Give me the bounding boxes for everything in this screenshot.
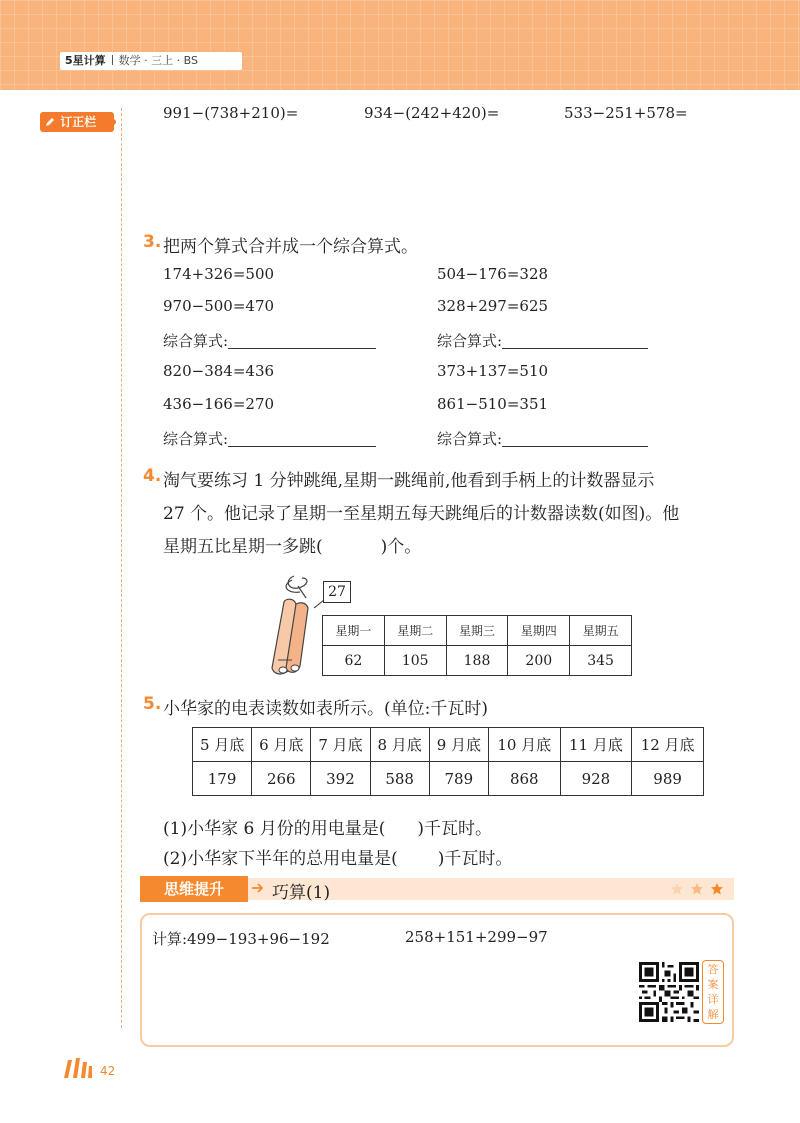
meter-reading: 179 — [193, 762, 252, 796]
correction-text: 订正栏 — [60, 115, 97, 129]
combined-formula-row — [437, 428, 648, 449]
answer-detail-label[interactable] — [702, 960, 724, 1024]
q5-sub-1 — [163, 814, 492, 839]
q4-line-1: 淘气要练习 1 分钟跳绳,星期一跳绳前,他看到手柄上的计数器显示 — [163, 471, 655, 491]
star-icon — [690, 882, 704, 896]
answer-blank[interactable] — [228, 333, 376, 349]
meter-reading: 989 — [632, 762, 704, 796]
thinking-prompt: 计算:499−193+96−192 — [152, 930, 330, 948]
answer-blank[interactable] — [502, 333, 648, 349]
combined-label: 综合算式: — [163, 332, 229, 350]
answer-label-char: 解 — [707, 1008, 719, 1021]
counter-pointer — [312, 598, 326, 610]
q5-sub-1a: (1)小华家 6 月份的用电量是( — [163, 819, 386, 839]
q4-line-3a: 星期五比星期一多跳( — [163, 537, 323, 557]
q3-eq: 970−500=470 — [163, 297, 275, 315]
series-title: 5星计算 — [65, 54, 106, 67]
star-icon — [710, 882, 724, 896]
day-header: 星期三 — [446, 616, 508, 646]
answer-blank[interactable] — [502, 431, 648, 447]
q3-eq: 373+137=510 — [437, 362, 549, 380]
q3-eq: 820−384=436 — [163, 362, 275, 380]
month-header: 11 月底 — [560, 728, 632, 762]
meter-reading: 789 — [429, 762, 488, 796]
counter-reading: 345 — [570, 646, 632, 676]
problem-1: 991−(738+210)= — [163, 104, 299, 122]
combined-label: 综合算式: — [437, 430, 503, 448]
counter-reading: 200 — [508, 646, 570, 676]
qr-code-icon[interactable] — [639, 962, 699, 1022]
meter-reading: 392 — [311, 762, 370, 796]
q3-title: 把两个算式合并成一个综合算式。 — [163, 237, 418, 257]
tag-divider — [112, 55, 113, 65]
day-header: 星期四 — [508, 616, 570, 646]
q5-sub-2 — [163, 844, 512, 869]
book-tag — [60, 52, 242, 70]
month-header: 7 月底 — [311, 728, 370, 762]
day-header: 星期二 — [384, 616, 446, 646]
q5-sub-2b: )千瓦时。 — [437, 849, 513, 869]
meter-reading: 588 — [370, 762, 429, 796]
thinking-topic: 巧算(1) — [272, 883, 331, 903]
q3-eq: 328+297=625 — [437, 297, 549, 315]
problem-3: 533−251+578= — [564, 104, 688, 122]
book-spines-icon — [62, 1056, 96, 1078]
combined-label: 综合算式: — [437, 332, 503, 350]
answer-blank[interactable] — [228, 431, 376, 447]
meter-reading: 928 — [560, 762, 632, 796]
counter-reading: 62 — [323, 646, 385, 676]
pencil-icon — [44, 116, 56, 128]
meter-reading: 266 — [252, 762, 311, 796]
q3-eq: 174+326=500 — [163, 265, 275, 283]
q5-sub-1b: )千瓦时。 — [417, 819, 492, 839]
month-header: 5 月底 — [193, 728, 252, 762]
problem-2: 934−(242+420)= — [364, 104, 500, 122]
month-header: 8 月底 — [370, 728, 429, 762]
combined-formula-row — [437, 330, 648, 351]
q3-eq: 504−176=328 — [437, 265, 549, 283]
day-header: 星期五 — [570, 616, 632, 646]
electricity-meter-table — [192, 727, 704, 796]
q5-number: 5. — [143, 694, 162, 714]
counter-reading: 105 — [384, 646, 446, 676]
month-header: 10 月底 — [488, 728, 560, 762]
q5-sub-2a: (2)小华家下半年的总用电量是( — [163, 849, 398, 869]
jump-counter-table — [322, 615, 632, 676]
q3-eq: 861−510=351 — [437, 395, 549, 413]
meter-reading: 868 — [488, 762, 560, 796]
correction-divider — [121, 108, 122, 1028]
counter-display: 27 — [323, 581, 351, 603]
q4-line-3 — [163, 532, 421, 557]
q3-eq: 436−166=270 — [163, 395, 275, 413]
answer-label-char: 答 — [707, 963, 719, 976]
combined-formula-row — [163, 330, 376, 351]
subject-label: 数学 · 三上 · BS — [118, 54, 198, 67]
combined-label: 综合算式: — [163, 430, 229, 448]
q4-line-2: 27 个。他记录了星期一至星期五每天跳绳后的计数器读数(如图)。他 — [163, 504, 680, 524]
day-header: 星期一 — [323, 616, 385, 646]
counter-reading: 188 — [446, 646, 508, 676]
arrow-right-icon — [250, 880, 266, 896]
q3-number: 3. — [143, 232, 162, 252]
page-header — [0, 0, 800, 90]
q4-line-3b: )个。 — [380, 537, 422, 557]
answer-label-char: 案 — [707, 978, 719, 991]
thinking-label: 思维提升 — [140, 876, 248, 902]
month-header: 9 月底 — [429, 728, 488, 762]
thinking-expression: 258+151+299−97 — [405, 928, 548, 946]
q4-number: 4. — [143, 466, 162, 486]
combined-formula-row — [163, 428, 376, 449]
month-header: 6 月底 — [252, 728, 311, 762]
correction-label — [40, 112, 114, 132]
answer-label-char: 详 — [707, 993, 719, 1006]
q5-title: 小华家的电表读数如表所示。(单位:千瓦时) — [163, 699, 488, 719]
star-icon — [670, 882, 684, 896]
correction-dot — [110, 119, 116, 125]
month-header: 12 月底 — [632, 728, 704, 762]
jump-rope-handle-icon — [258, 572, 328, 680]
page-number: 42 — [100, 1064, 116, 1078]
